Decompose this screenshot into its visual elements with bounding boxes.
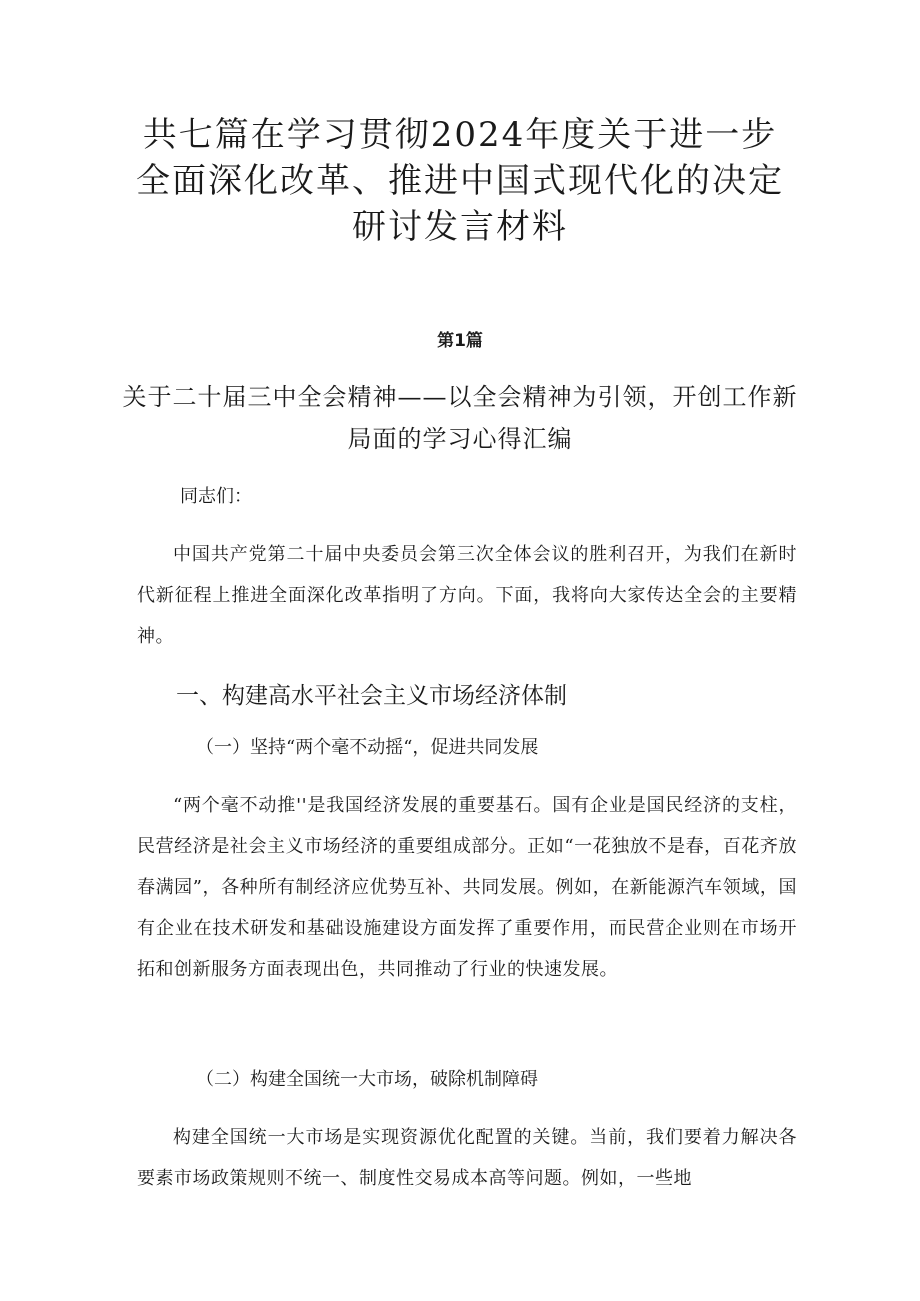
section-label: 第1篇 [437, 331, 483, 351]
document-subtitle: 关于二十届三中全会精神——以全会精神为引领，开创工作新局面的学习心得汇编 [122, 383, 798, 453]
subheading-1: （一）坚持“两个毫不动摇“，促进共同发展 [196, 737, 539, 758]
document-title: 共七篇在学习贯彻2024年度关于进一步全面深化改革、推进中国式现代化的决定研讨发言材料 [136, 115, 784, 247]
salutation: 同志们： [180, 486, 252, 507]
section-heading-1: 一、构建高水平社会主义市场经济体制 [176, 683, 567, 709]
body-paragraph-1: “两个毫不动推''是我国经济发展的重要基石。国有企业是国民经济的支柱，民营经济是社会主义市场经济的重要组成部分。正如“一花独放不是春，百花齐放春满园”，各种所有制经济应优势互补、共同发展。例如，在新能源汽车领域，国有企业在技术研发和基础设施建设方面发挥了重要作用，而民营企业则在市场开拓和创新服务方面表现出色，共同推动了行业的快速发展。 [137, 795, 797, 980]
intro-paragraph: 中国共产党第二十届中央委员会第三次全体会议的胜利召开，为我们在新时代新征程上推进全面深化改革指明了方向。下面，我将向大家传达全会的主要精神。 [137, 544, 797, 647]
body-paragraph-2: 构建全国统一大市场是实现资源优化配置的关键。当前，我们要着力解决各要素市场政策规则不统一、制度性交易成本高等问题。例如，一些地 [137, 1127, 797, 1189]
subheading-2: （二）构建全国统一大市场，破除机制障碍 [196, 1069, 538, 1090]
